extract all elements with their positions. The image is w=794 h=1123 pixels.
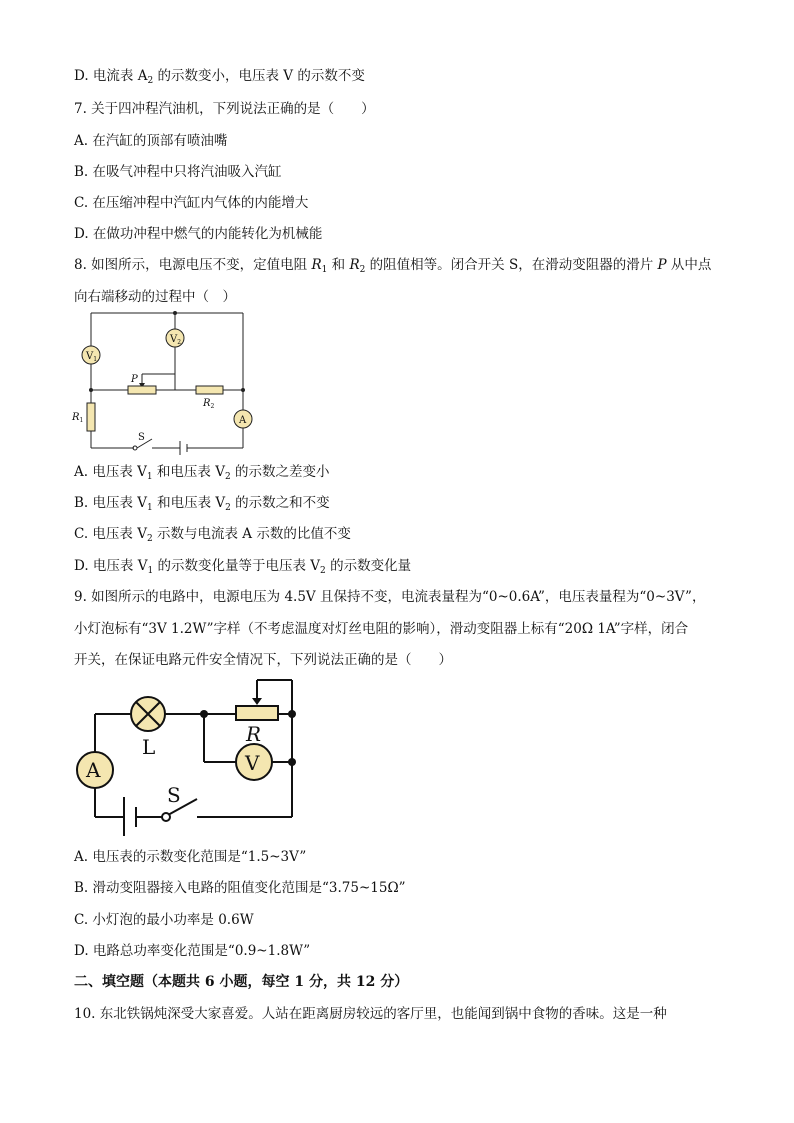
section-title-fill-in: 二、填空题（本题共 6 小题，每空 1 分，共 12 分） xyxy=(74,974,409,990)
svg-text:V: V xyxy=(245,751,260,775)
q7-option-c: C. 在压缩冲程中汽缸内气体的内能增大 xyxy=(74,195,309,211)
svg-text:S: S xyxy=(167,783,181,807)
q9-stem-line3: 开关，在保证电路元件安全情况下，下列说法正确的是（ ） xyxy=(74,652,452,668)
q9-option-b: B. 滑动变阻器接入电路的阻值变化范围是“3.75~15Ω” xyxy=(74,880,406,896)
q9-option-d: D. 电路总功率变化范围是“0.9~1.8W” xyxy=(74,943,311,959)
q7-option-a: A. 在汽缸的顶部有喷油嘴 xyxy=(74,133,228,149)
q9-stem-line2: 小灯泡标有“3V 1.2W”字样（不考虑温度对灯丝电阻的影响），滑动变阻器上标有“20Ω 1A”字样，闭合 xyxy=(74,621,689,637)
q8-option-c: C. 电压表 $V_2$ 示数与电流表 A 示数的比值不变 xyxy=(74,526,351,544)
q8-circuit-diagram xyxy=(70,306,260,456)
q9-stem-line1: 9. 如图所示的电路中，电源电压为 4.5V 且保持不变，电流表量程为“0~0.6A”，电压表量程为“0~3V”， xyxy=(74,589,706,605)
q9-option-c: C. 小灯泡的最小功率是 0.6W xyxy=(74,912,254,928)
q8-stem-line2: 向右端移动的过程中（ ） xyxy=(74,289,236,305)
svg-text:R: R xyxy=(246,722,262,746)
q8-option-d: D. 电压表 $V_1$ 的示数变化量等于电压表 $V_2$ 的示数变化量 xyxy=(74,558,412,576)
svg-text:S: S xyxy=(138,432,145,443)
svg-text:A: A xyxy=(86,758,101,782)
q8-option-b: B. 电压表 $V_1$ 和电压表 $V_2$ 的示数之和不变 xyxy=(74,495,330,513)
svg-text:V2: $V_2$ xyxy=(170,334,182,346)
svg-text:L: L xyxy=(142,735,156,759)
q7-option-d: D. 在做功冲程中燃气的内能转化为机械能 xyxy=(74,226,323,242)
svg-text:V1: $V_1$ xyxy=(86,351,98,363)
q7-option-b: B. 在吸气冲程中只将汽油吸入汽缸 xyxy=(74,164,282,180)
q10-stem: 10. 东北铁锅炖深受大家喜爱。人站在距离厨房较远的客厅里，也能闻到锅中食物的香味。这是一种 xyxy=(74,1006,667,1022)
q7-stem: 7. 关于四冲程汽油机，下列说法正确的是（ ） xyxy=(74,101,375,117)
q9-circuit-diagram xyxy=(70,672,310,838)
svg-text:P: P xyxy=(131,374,138,385)
svg-text:A: A xyxy=(239,415,247,426)
q9-option-a: A. 电压表的示数变化范围是“1.5~3V” xyxy=(74,849,307,865)
q8-option-a: A. 电压表 $V_1$ 和电压表 $V_2$ 的示数之差变小 xyxy=(74,464,330,482)
svg-text:R1: $R_1$ xyxy=(72,412,84,424)
q8-stem-line1: 8. 如图所示，电源电压不变，定值电阻 $R_1$ 和 $R_2$ 的阻值相等。闭合开关 S，在滑动变阻器的滑片 P 从中点 xyxy=(74,257,712,275)
q6-option-d: D. 电流表 $A_2$ 的示数变小，电压表 V 的示数不变 xyxy=(74,68,365,86)
svg-text:R2: $R_2$ xyxy=(203,398,215,410)
